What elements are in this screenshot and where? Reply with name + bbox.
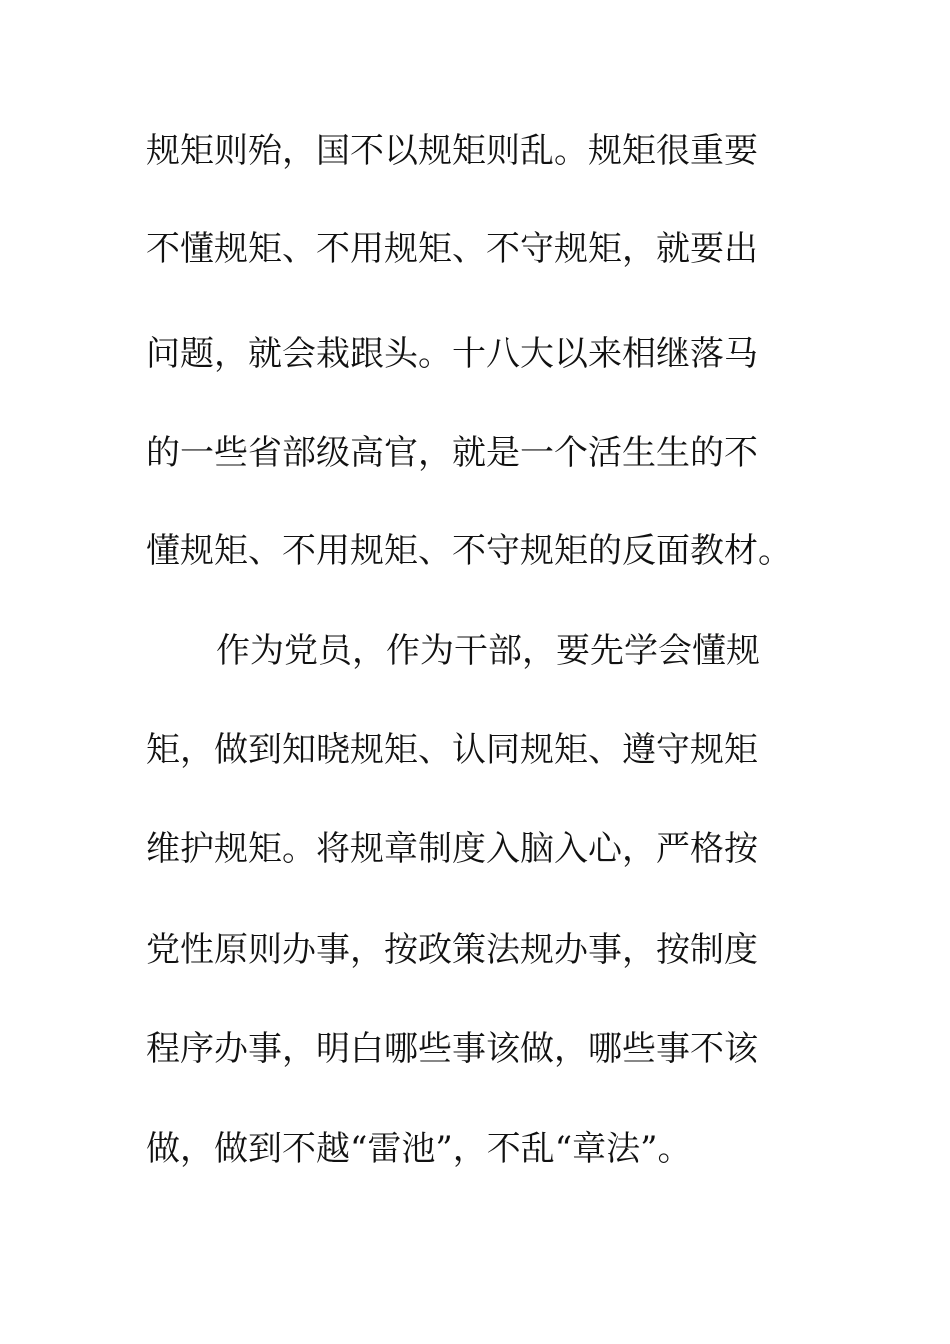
text-line: 的一些省部级高官，就是一个活生生的不 [146,433,758,473]
text-line: 党性原则办事，按政策法规办事，按制度 [146,930,758,970]
text-line: 矩，做到知晓规矩、认同规矩、遵守规矩 [146,730,758,770]
text-line: 维护规矩。将规章制度入脑入心，严格按 [146,829,758,869]
text-line: 不懂规矩、不用规矩、不守规矩，就要出 [146,229,758,269]
text-line: 问题，就会栽跟头。十八大以来相继落马 [146,334,758,374]
text-line: 做，做到不越“雷池”，不乱“章法”。 [146,1129,692,1169]
paragraph-first-line: 作为党员，作为干部，要先学会懂规 [216,631,760,671]
text-line: 程序办事，明白哪些事该做，哪些事不该 [146,1029,758,1069]
text-line: 规矩则殆，国不以规矩则乱。规矩很重要 [146,131,758,171]
text-line: 懂规矩、不用规矩、不守规矩的反面教材。 [146,531,792,571]
